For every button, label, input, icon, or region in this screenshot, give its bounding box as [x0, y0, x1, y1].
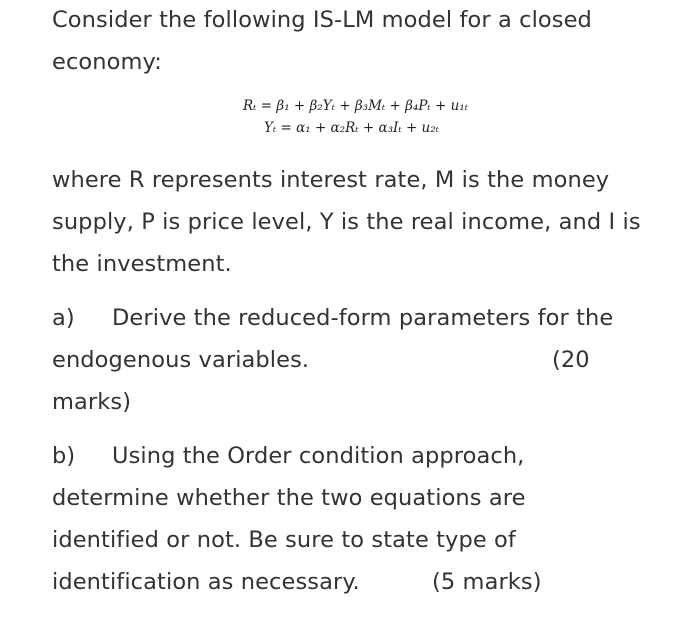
intro-line-1: Consider the following IS-LM model for a closed — [52, 7, 592, 33]
part-b-marks: (5 marks) — [432, 569, 542, 595]
part-b-label: b) — [52, 443, 76, 469]
part-a-label: a) — [52, 305, 75, 331]
part-b-text-1: Using the Order condition approach, — [112, 443, 525, 469]
part-a-line-1 — [52, 305, 613, 331]
where-line-1: where R represents interest rate, M is the money — [52, 167, 610, 193]
where-line-2: supply, P is price level, Y is the real income, and I is — [52, 209, 641, 235]
equation-is: Yₜ = α₁ + α₂Rₜ + α₃Iₜ + u₂ₜ — [264, 120, 439, 136]
part-a-line-2: endogenous variables. — [52, 347, 310, 373]
part-b-line-1 — [52, 443, 524, 469]
part-b-line-4: identification as necessary. — [52, 569, 360, 595]
part-b-line-3: identified or not. Be sure to state type of — [52, 527, 516, 553]
part-a-marks-close: marks) — [52, 389, 132, 415]
part-b-line-2: determine whether the two equations are — [52, 485, 526, 511]
part-a-marks-open: (20 — [552, 347, 590, 373]
equation-lm: Rₜ = β₁ + β₂Yₜ + β₃Mₜ + β₄Pₜ + u₁ₜ — [243, 98, 469, 114]
part-a-text-1: Derive the reduced-form parameters for the — [112, 305, 614, 331]
where-line-3: the investment. — [52, 251, 232, 277]
intro-line-2: economy: — [52, 49, 162, 75]
